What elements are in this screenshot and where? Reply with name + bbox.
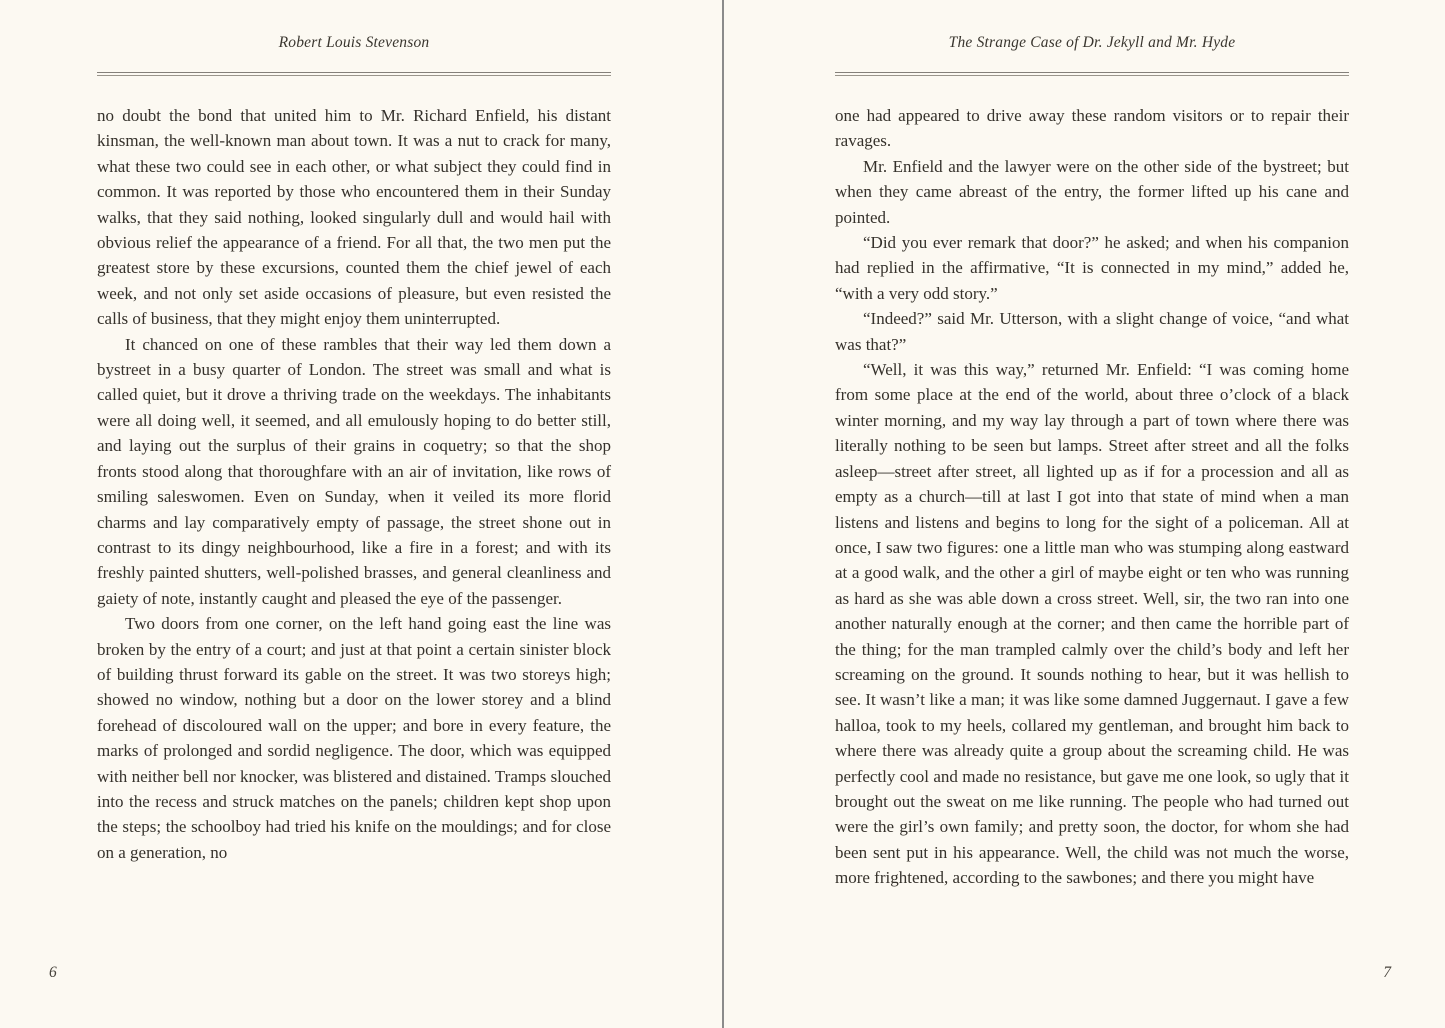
header-rule-left (97, 72, 611, 76)
page-number-left: 6 (49, 964, 57, 981)
paragraph: one had appeared to drive away these random visitors or to repair their ravages. (835, 106, 1349, 151)
paragraph: “Well, it was this way,” returned Mr. Enfield: “I was coming home from some place at the end of the world, about three o’clock of a black winter morning, and my way lay through a part of town where there was literally nothing to be seen but lamps. Street after street and all the folks asleep—street after street, all lighted up as if for a procession and all as empty as a church—till at last I got into that state of mind when a man listens and listens and begins to long for the sight of a policeman. All at once, I saw two figures: one a little man who was stumping along eastward at a good walk, and the other a girl of maybe eight or ten who was running as hard as she was able down a cross street. Well, sir, the two ran into one another naturally enough at the corner; and then came the horrible part of the thing; for the man trampled calmly over the child’s body and left her screaming on the ground. It sounds nothing to hear, but it was hellish to see. It wasn’t like a man; it was like some damned Juggernaut. I gave a few halloa, took to my heels, collared my gentleman, and brought him back to where there was already quite a group about the screaming child. He was perfectly cool and made no resistance, but gave me one look, so ugly that it brought out the sweat on me like running. The people who had turned out were the girl’s own family; and pretty soon, the doctor, for whom she had been sent put in his appearance. Well, the child was not much the worse, more frightened, according to the sawbones; and there you might have (835, 360, 1349, 888)
body-text-right (835, 103, 1349, 891)
paragraph: Mr. Enfield and the lawyer were on the other side of the bystreet; but when they came abreast of the entry, the former lifted up his cane and pointed. (835, 156, 1349, 227)
paragraph: no doubt the bond that united him to Mr. Richard Enfield, his distant kinsman, the well-known man about town. It was a nut to crack for many, what these two could see in each other, or what subject they could find in common. It was reported by those who encountered them in their Sunday walks, that they said nothing, looked singularly dull and would hail with obvious relief the appearance of a friend. For all that, the two men put the greatest store by these excursions, counted them the chief jewel of each week, and not only set aside occasions of pleasure, but even resisted the calls of business, that they might enjoy them uninterrupted. (97, 106, 611, 329)
body-text-left (97, 103, 611, 865)
paragraph: “Indeed?” said Mr. Utterson, with a slight change of voice, “and what was that?” (835, 309, 1349, 354)
header-rule-right (835, 72, 1349, 76)
running-header-title: The Strange Case of Dr. Jekyll and Mr. Hyde (948, 34, 1236, 51)
page-number-right: 7 (1383, 964, 1391, 981)
paragraph: It chanced on one of these rambles that their way led them down a bystreet in a busy quarter of London. The street was small and what is called quiet, but it drove a thriving trade on the weekdays. The inhabitants were all doing well, it seemed, and all emulously hoping to do better still, and laying out the surplus of their grains in coquetry; so that the shop fronts stood along that thoroughfare with an air of invitation, like rows of smiling saleswomen. Even on Sunday, when it veiled its more florid charms and lay comparatively empty of passage, the street shone out in contrast to its dingy neighbourhood, like a fire in a forest; and with its freshly painted shutters, well-polished brasses, and general cleanliness and gaiety of note, instantly caught and pleased the eye of the passenger. (97, 334, 611, 608)
running-header-author: Robert Louis Stevenson (278, 34, 430, 51)
paragraph: “Did you ever remark that door?” he asked; and when his companion had replied in the affirmative, “It is connected in my mind,” added he, “with a very odd story.” (835, 233, 1349, 303)
paragraph: Two doors from one corner, on the left hand going east the line was broken by the entry of a court; and just at that point a certain sinister block of building thrust forward its gable on the street. It was two storeys high; showed no window, nothing but a door on the lower storey and a blind forehead of discoloured wall on the upper; and bore in every feature, the marks of prolonged and sordid negligence. The door, which was equipped with neither bell nor knocker, was blistered and distained. Tramps slouched into the recess and struck matches on the panels; children kept shop upon the steps; the schoolboy had tried his knife on the mouldings; and for close on a generation, no (97, 614, 611, 862)
page-right (835, 0, 1391, 1028)
spine-divider (722, 0, 724, 1028)
page-left (49, 0, 611, 1028)
